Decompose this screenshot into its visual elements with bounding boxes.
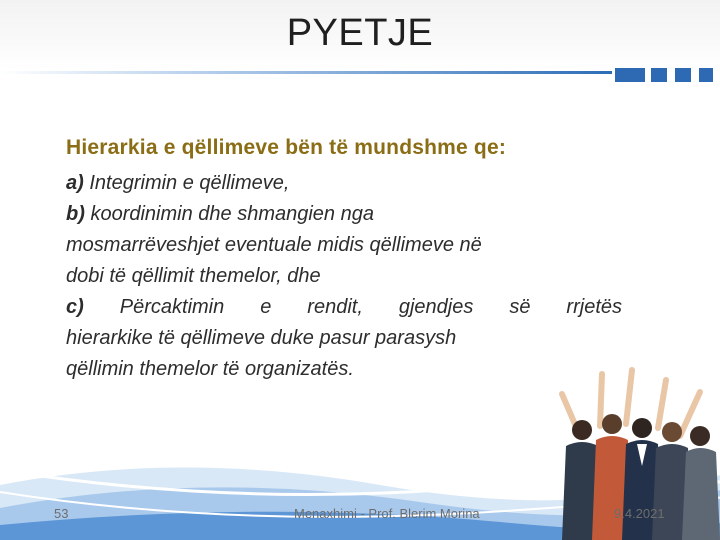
item-a-text: Integrimin e qëllimeve, (83, 172, 290, 194)
header-square-4 (699, 68, 713, 82)
header-square-2 (651, 68, 667, 82)
item-b-text: koordinimin dhe shmangien nga mosmarrëveshjet eventuale midis qëllimeve në dobi të qëllimit themelor, dhe (66, 203, 482, 287)
item-a-label: a) (66, 172, 84, 194)
footer-date: 9.4.2021 (614, 506, 665, 521)
footer-author: Menaxhimi - Prof. Blerim Morina (294, 506, 480, 521)
slide-body (66, 136, 676, 385)
item-c-line-1: c) Përcaktimin e rendit, gjendjes së rrjetës (66, 296, 622, 318)
item-c-label: c) (66, 296, 84, 318)
header-square-1 (615, 68, 645, 82)
list-item-b (66, 199, 496, 292)
item-c-line-3: qëllimin themelor të organizatës. (66, 358, 354, 380)
slide-title: PYETJE (286, 12, 434, 54)
body-heading: Hierarkia e qëllimeve bën të mundshme qe: (66, 136, 507, 159)
item-c-line-2: hierarkike të qëllimeve duke pasur parasysh (66, 327, 457, 349)
list-item-a (66, 168, 676, 199)
slide-number: 53 (54, 506, 69, 521)
item-b-label: b) (66, 203, 85, 225)
header-square-3 (675, 68, 691, 82)
header-rule (0, 71, 612, 74)
